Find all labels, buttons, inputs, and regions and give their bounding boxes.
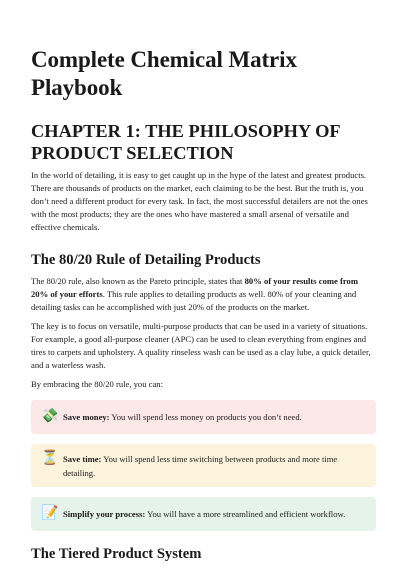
callout-label: Simplify your process:	[63, 509, 146, 519]
callout-text	[63, 507, 345, 521]
chapter-heading-line-1: CHAPTER 1: THE PHILOSOPHY OF	[31, 121, 341, 141]
hourglass-icon: ⏳	[41, 451, 59, 466]
money-with-wings-icon: 💸	[41, 409, 59, 424]
chapter-intro-paragraph: In the world of detailing, it is easy to get caught up in the hype of the latest and greatest products. There are thousands of products on the market, each claiming to be the best. But the truth is, you don’t need a different product for every task. In fact, the most successful detailers are not the ones with the most products; they are the ones who have mastered a small arsenal of versatile and effective chemicals.	[31, 170, 368, 232]
section-heading-80-20-rule: The 80/20 Rule of Detailing Products	[31, 252, 261, 268]
callout-save-money	[31, 400, 376, 434]
callout-save-time	[31, 444, 376, 487]
rule-paragraph-3: By embracing the 80/20 rule, you can:	[31, 379, 163, 389]
callout-text	[63, 410, 302, 424]
document-title: Complete Chemical Matrix Playbook	[31, 47, 297, 100]
memo-icon: 📝	[41, 506, 59, 521]
section-heading-tiered-system: The Tiered Product System	[31, 546, 202, 562]
rule-paragraph-2: The key is to focus on versatile, multi-purpose products that can be used in a variety of situations. For example, a good all-purpose cleaner (APC) can be used to clean everything from engines and tires to carpets and upholstery. A quality rinseless wash can be used as a clay lube, a quick detailer, and a waterless wash.	[31, 321, 371, 370]
chapter-heading-line-2: PRODUCT SELECTION	[31, 143, 234, 163]
callout-body: You will have a more streamlined and efficient workflow.	[145, 509, 346, 519]
callout-label: Save money:	[63, 412, 110, 422]
callout-text	[63, 452, 366, 480]
rule-p1-bold: 80% of your results come from 20% of your efforts	[31, 276, 358, 299]
callout-label: Save time:	[63, 454, 102, 464]
callout-body: You will spend less time switching between products and more time detailing.	[63, 454, 338, 478]
rule-p1-before: The 80/20 rule, also known as the Pareto principle, states that	[31, 276, 245, 286]
chapter-heading	[31, 120, 376, 164]
callout-simplify-process	[31, 497, 376, 531]
callout-body: You will spend less money on products you don’t need.	[109, 412, 302, 422]
rule-p1-after: . This rule applies to detailing products as well. 80% of your cleaning and detailing tasks can be accomplished with just 20% of the products on the market.	[31, 289, 357, 312]
rule-paragraph-1	[31, 275, 376, 314]
